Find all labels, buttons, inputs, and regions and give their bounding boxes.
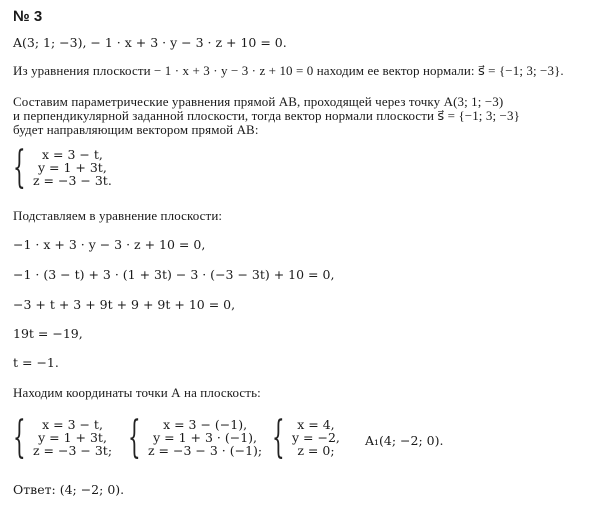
equation-z: z = −3 − 3t. (33, 173, 112, 188)
param-text-line: Составим параметрические уравнения прямой АВ, проходящей через точку A(3; 1; −3) (13, 94, 504, 109)
system-general (13, 412, 113, 463)
param-text-line: будет направляющим вектором прямой АВ: (13, 122, 259, 137)
brace-icon: { (13, 412, 26, 463)
point-a1: A₁(4; −2; 0). (365, 433, 444, 448)
equation-x: x = 4, (297, 417, 335, 432)
system-lines (33, 418, 112, 458)
equation-x: x = 3 − (−1), (163, 417, 248, 432)
equation-y: y = 1 + 3 · (−1), (153, 430, 257, 445)
system-result (272, 412, 340, 463)
normal-vector-line: Из уравнения плоскости − 1 · x + 3 · y − 3 · z + 10 = 0 находим ее вектор нормали: s⃗ = {−1; 3; −3}. (13, 63, 564, 78)
problem-number: № 3 (13, 8, 43, 25)
parametric-intro (13, 95, 520, 137)
system-lines (292, 418, 340, 458)
equation-y: y = 1 + 3t, (38, 160, 107, 175)
system-lines (148, 418, 262, 458)
system-substituted (128, 412, 263, 463)
step-3: −3 + t + 3 + 9t + 9 + 9t + 10 = 0, (13, 297, 236, 312)
given-statement: A(3; 1; −3), − 1 · x + 3 · y − 3 · z + 10 = 0. (13, 35, 287, 50)
find-coordinates-text: Находим координаты точки А на плоскость: (13, 385, 261, 400)
equation-y: y = 1 + 3t, (38, 430, 107, 445)
equation-z: z = 0; (297, 443, 335, 458)
equation-x: x = 3 − t, (41, 147, 103, 162)
brace-icon: { (13, 142, 26, 193)
equation-z: z = −3 − 3 · (−1); (148, 443, 263, 458)
answer: Ответ: (4; −2; 0). (13, 482, 125, 497)
step-1: −1 · x + 3 · y − 3 · z + 10 = 0, (13, 237, 206, 252)
param-text-line: и перпендикулярной заданной плоскости, тогда вектор нормали плоскости s⃗ = {−1; 3; −3} (13, 108, 520, 123)
step-2: −1 · (3 − t) + 3 · (1 + 3t) − 3 · (−3 − 3t) + 10 = 0, (13, 267, 335, 282)
brace-icon: { (128, 412, 141, 463)
step-4: 19t = −19, (13, 326, 83, 341)
equation-z: z = −3 − 3t; (33, 443, 113, 458)
brace-icon: { (272, 412, 285, 463)
parametric-system (13, 142, 112, 193)
equation-y: y = −2, (292, 430, 340, 445)
equation-x: x = 3 − t, (42, 417, 103, 432)
system-lines (33, 148, 112, 188)
step-5: t = −1. (13, 355, 59, 370)
substitute-text: Подставляем в уравнение плоскости: (13, 208, 223, 223)
